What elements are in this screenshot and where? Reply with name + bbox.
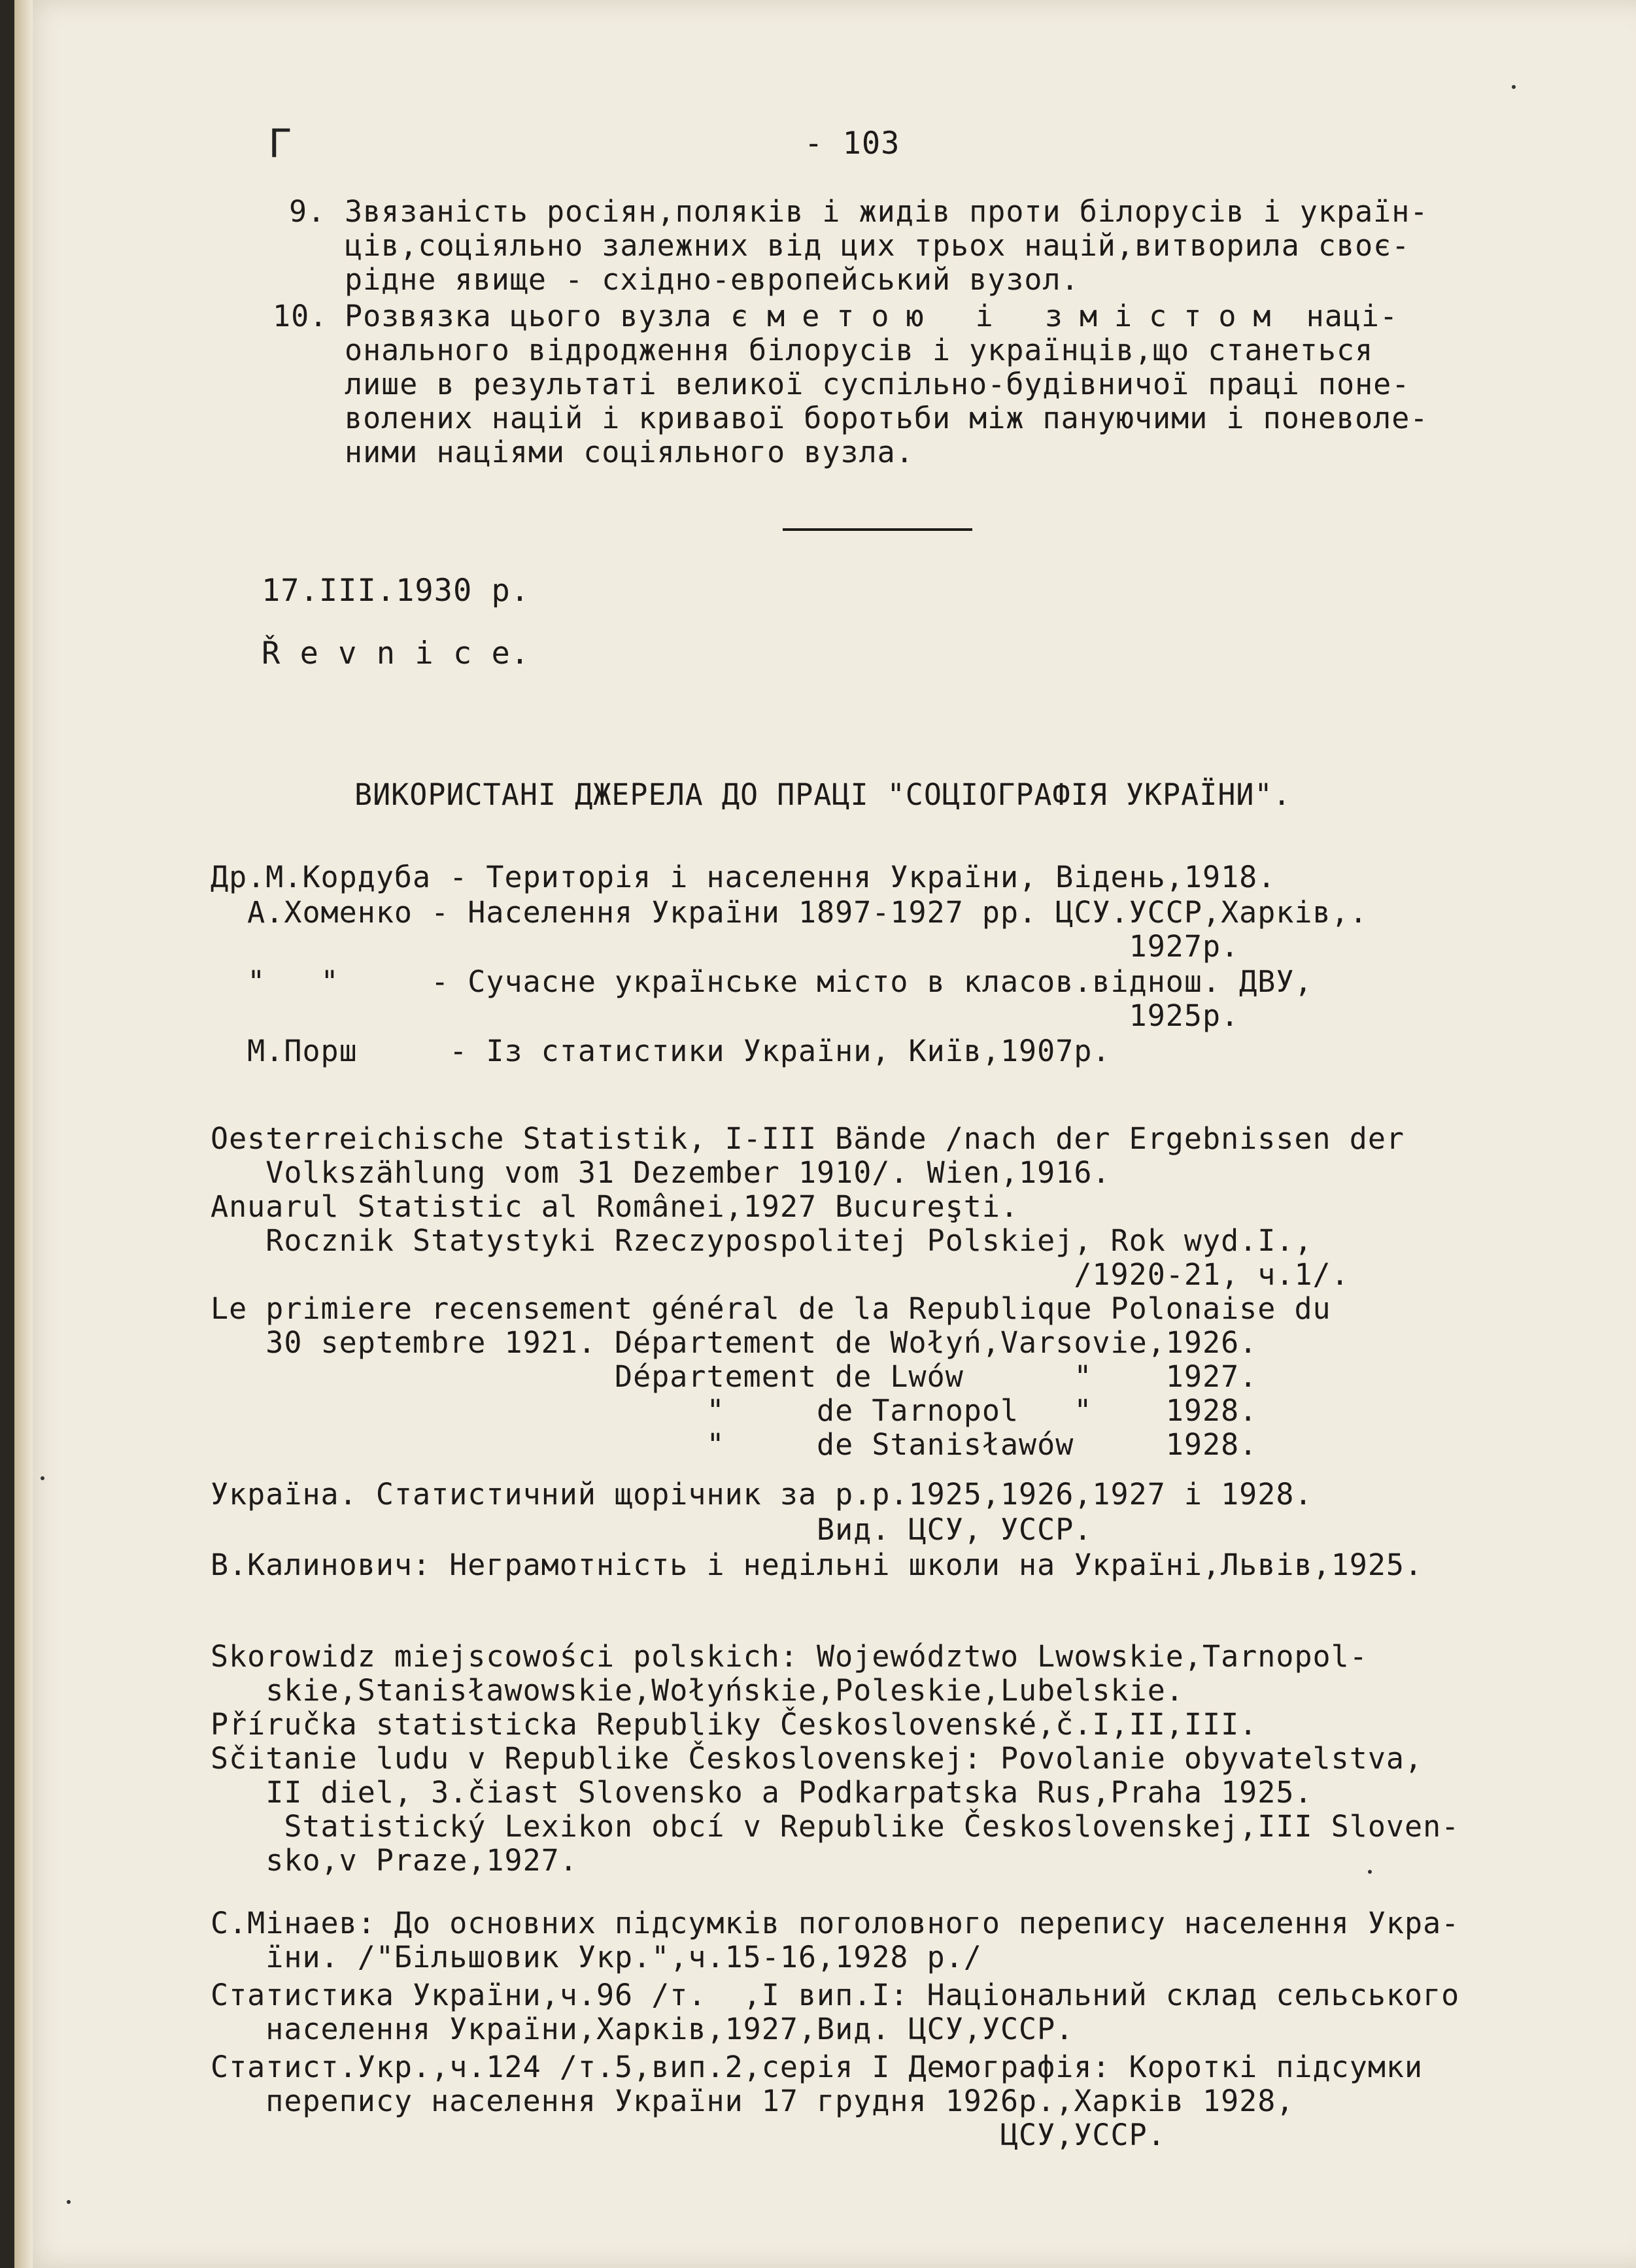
foreign-source-line-7: 30 septembre 1921. Département de Wołyń,Varsovie,1926. — [211, 1325, 1258, 1360]
foreign-source-line-5: /1920-21, ч.1/. — [211, 1257, 1350, 1292]
thesis-10-line-1 — [345, 301, 1398, 332]
date-line: 17.III.1930 р. — [262, 573, 530, 609]
ukraine-stat-line-1: Україна. Статистичний щорічник за р.р.1925,1926,1927 і 1928. — [211, 1477, 1313, 1512]
thesis-10-line-4: волених націй і кривавої боротьби між пануючими і поневоле- — [345, 401, 1429, 435]
pl-cz-source-line-2: skie,Stanisławowskie,Wołyńskie,Poleskie,Lubelskie. — [211, 1673, 1184, 1708]
page-number: - 103 — [804, 126, 900, 161]
foreign-source-line-10: " de Stanisławów 1928. — [211, 1427, 1258, 1462]
ukraine-stat-line-3: В.Калинович: Неграмотність і недільні школи на Україні,Львів,1925. — [211, 1548, 1423, 1582]
ukr-source-line-1: Др.М.Кордуба - Територія і населення України, Відень,1918. — [211, 860, 1276, 894]
thesis-9-line-2: ців,соціяльно залежних від цих трьох націй,витворила своє- — [345, 228, 1410, 263]
ukr-source-line-5: 1925р. — [211, 998, 1240, 1033]
section-divider — [783, 528, 972, 531]
pl-cz-source-line-1: Skorowidz miejscowości polskich: Województwo Lwowskie,Tarnopol- — [211, 1639, 1368, 1674]
ukraine-stat-line-2: Вид. ЦСУ, УССР. — [211, 1512, 1093, 1547]
thesis-9-line-3: рідне явище - східно-европейський вузол. — [345, 262, 1080, 297]
thesis-9-number: 9. — [289, 194, 326, 229]
foreign-source-line-6: Le primiere recensement général de la Republique Polonaise du — [211, 1291, 1331, 1326]
pl-cz-source-line-7: sko,v Praze,1927. — [211, 1843, 578, 1878]
paper-speck — [1368, 1870, 1372, 1874]
census-source-line-4: населення України,Харків,1927,Вид. ЦСУ,УССР. — [211, 2012, 1074, 2046]
thesis-10-spaced-phrase: метою і змістом — [767, 299, 1288, 333]
paper-speck — [41, 1476, 44, 1480]
thesis-10-number: 10. — [273, 299, 328, 333]
document-page — [14, 0, 1636, 2268]
ukr-source-line-2: А.Хоменко - Населення України 1897-1927 рр. ЦСУ.УССР,Харків,. — [211, 895, 1368, 930]
pl-cz-source-line-6: Statistický Lexikon obcí v Republike Československej,III Sloven- — [211, 1809, 1460, 1844]
pl-cz-source-line-3: Příručka statisticka Republiky Československé,č.I,II,III. — [211, 1707, 1258, 1742]
sources-title: ВИКОРИСТАНІ ДЖЕРЕЛА ДО ПРАЦІ "СОЦІОГРАФІЯ УКРАЇНИ". — [354, 777, 1291, 812]
place-line: Ř e v n i c e. — [262, 635, 530, 671]
thesis-10-line-1-tail: наці- — [1306, 299, 1399, 333]
foreign-source-line-1: Oesterreichische Statistik, I-III Bände /nach der Ergebnissen der — [211, 1121, 1405, 1156]
foreign-source-line-8: Département de Lwów " 1927. — [211, 1359, 1258, 1394]
paper-speck — [1512, 85, 1516, 89]
census-source-line-1: С.Мінаев: До основних підсумків поголовного перепису населення Укра- — [211, 1906, 1460, 1940]
census-source-line-5: Статист.Укр.,ч.124 /т.5,вип.2,серія I Демографія: Короткі підсумки — [211, 2050, 1423, 2084]
foreign-source-line-9: " de Tarnopol " 1928. — [211, 1393, 1258, 1428]
census-source-line-7: ЦСУ,УССР. — [211, 2118, 1166, 2152]
foreign-source-line-2: Volkszählung vom 31 Dezember 1910/. Wien,1916. — [211, 1155, 1111, 1190]
ukr-source-line-3: 1927р. — [211, 929, 1240, 964]
census-source-line-6: перепису населення України 17 грудня 1926р.,Харків 1928, — [211, 2084, 1295, 2118]
census-source-line-3: Статистика України,ч.96 /т. ,I вип.I: Національний склад сельського — [211, 1978, 1460, 2012]
foreign-source-line-3: Anuarul Statistic al Românei,1927 Bucureşti. — [211, 1189, 1019, 1224]
paper-speck — [67, 2200, 71, 2204]
thesis-10-line-1-head: Розвязка цього вузла є — [345, 299, 749, 333]
thesis-10-line-5: ними націями соціяльного вузла. — [345, 435, 914, 469]
pl-cz-source-line-4: Sčitanie ludu v Republike Československej: Povolanie obyvatelstva, — [211, 1741, 1423, 1776]
thesis-10-line-2: онального відродження білорусів і українців,що станеться — [345, 333, 1374, 367]
thesis-10-line-3: лише в результаті великої суспільно-будівничої праці поне- — [345, 367, 1410, 401]
ukr-source-line-4: " " - Сучасне українське місто в класов.віднош. ДВУ, — [211, 964, 1313, 999]
pl-cz-source-line-5: II diel, 3.čiast Slovensko a Podkarpatska Rus,Praha 1925. — [211, 1775, 1313, 1810]
thesis-9-line-1: Звязаність росіян,поляків і жидів проти білорусів і україн- — [345, 194, 1429, 229]
census-source-line-2: їни. /"Більшовик Укр.",ч.15-16,1928 р./ — [211, 1940, 982, 1974]
foreign-source-line-4: Rocznik Statystyki Rzeczypospolitej Polskiej, Rok wyd.I., — [211, 1223, 1313, 1258]
ukr-source-line-6: М.Порш - Із статистики України, Київ,1907р. — [211, 1034, 1111, 1068]
corner-mark: Г — [268, 121, 292, 167]
